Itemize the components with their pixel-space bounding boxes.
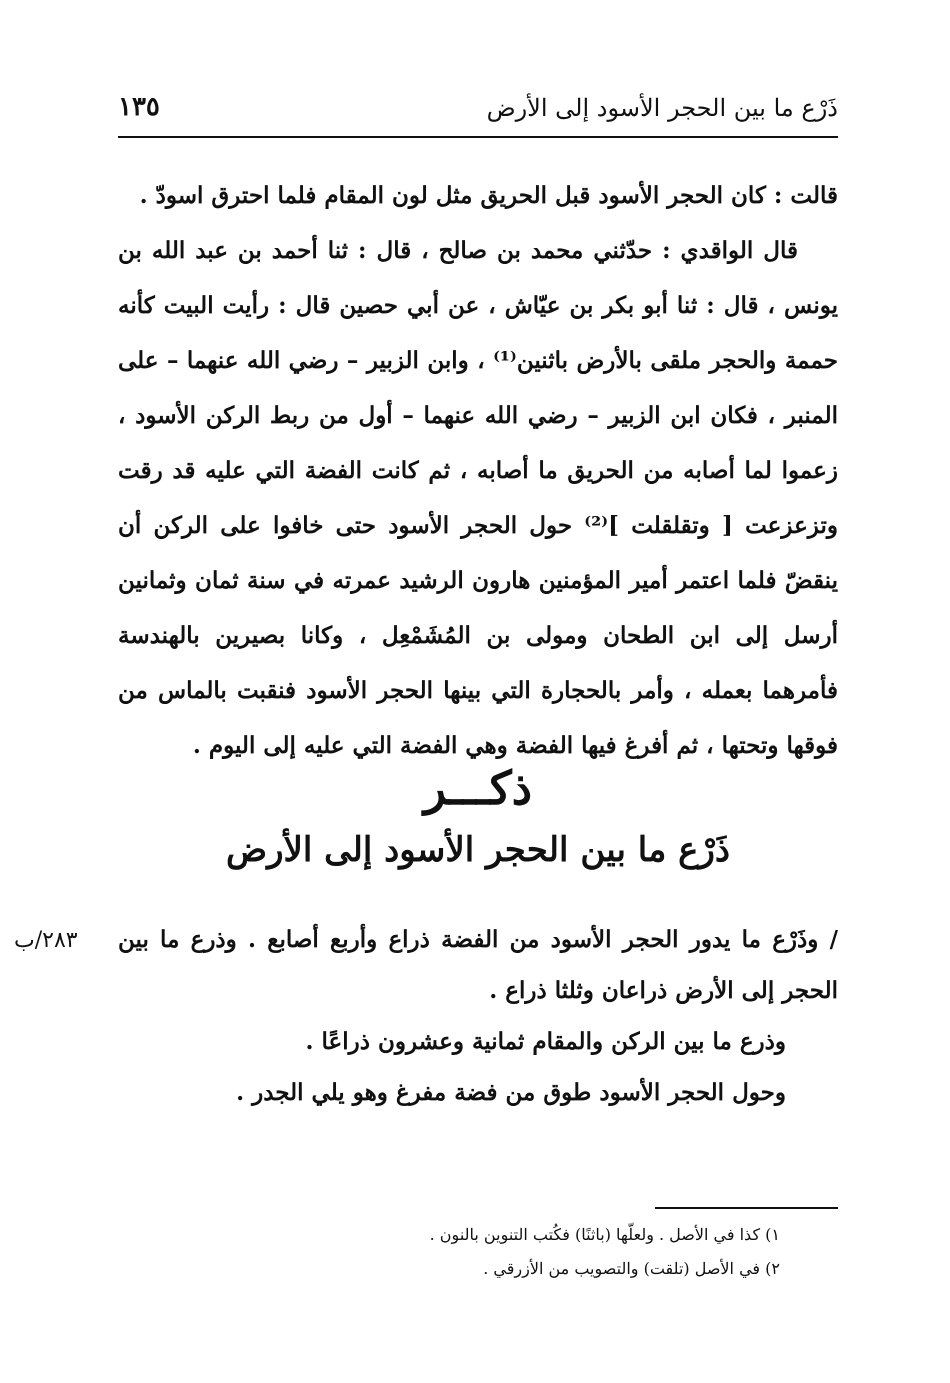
- section-text: [118, 914, 838, 1118]
- footnote-rule: [655, 1207, 838, 1209]
- section-title: ذَرْع ما بين الحجر الأسود إلى الأرض: [225, 830, 731, 870]
- section-paragraph: / وذَرْع ما يدور الحجر الأسود من الفضة ذراع وأربع أصابع . وذرع ما بين الحجر إلى الأرض ذراعان وثلثا ذراع .: [118, 926, 838, 1004]
- running-header: [118, 88, 838, 134]
- section-label: ذكـــر: [423, 761, 533, 815]
- section-paragraph: وذرع ما بين الركن والمقام ثمانية وعشرون ذراعًا .: [305, 1028, 786, 1055]
- section-paragraph: وحول الحجر الأسود طوق من فضة مفرغ وهو يلي الجدر .: [236, 1079, 786, 1106]
- main-text: [118, 168, 838, 773]
- section-heading: [118, 760, 838, 878]
- margin-folio-note: ٢٨٣/ب: [14, 928, 78, 953]
- footnotes: [220, 1218, 780, 1286]
- page-number: ١٣٥: [118, 92, 160, 122]
- running-title: ذَرْع ما بين الحجر الأسود إلى الأرض: [486, 94, 838, 122]
- footnote: ١) كذا في الأصل . ولعلّها (باثنًا) فكُتب التنوين بالنون .: [429, 1225, 780, 1244]
- body-paragraph: قال الواقدي : حدّثني محمد بن صالح ، قال : ثنا أحمد بن عبد الله بن يونس ، قال : ثنا أبو بكر بن عيّاش ، عن أبي حصين قال : رأيت البيت كأنه حممة والحجر ملقى بالأرض باثنين⁽¹⁾ ، وابن الزبير – رضي الله عنهما – على المنبر ، فكان ابن الزبير – رضي الله عنهما – أول من ربط الركن الأسود ، زعموا لما أصابه من الحريق ما أصابه ، ثم كانت الفضة التي عليه قد رقت وتزعزعت [ وتقلقلت ]⁽²⁾ حول الحجر الأسود حتى خافوا على الركن أن ينقضّ فلما اعتمر أمير المؤمنين هارون الرشيد عمرته في سنة ثمان وثمانين أرسل إلى ابن الطحان ومولى بن المُشَمْعِل ، وكانا بصيرين بالهندسة فأمرهما بعمله ، وأمر بالحجارة التي بينها الحجر الأسود فنقبت بالماس من فوقها وتحتها ، ثم أفرغ فيها الفضة وهي الفضة التي عليه إلى اليوم .: [118, 237, 838, 759]
- body-paragraph: قالت : كان الحجر الأسود قبل الحريق مثل لون المقام فلما احترق اسودّ .: [139, 182, 838, 209]
- header-rule: [118, 136, 838, 138]
- footnote: ٢) في الأصل (تلقت) والتصويب من الأزرقي .: [483, 1259, 780, 1278]
